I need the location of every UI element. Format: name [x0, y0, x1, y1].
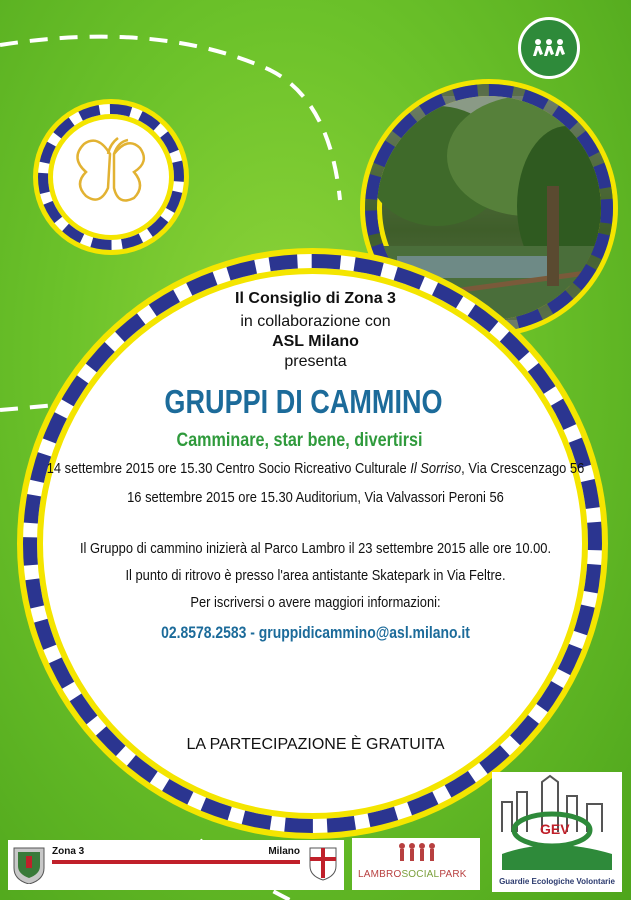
page-title: GRUPPI DI CAMMINO: [164, 383, 443, 420]
info-register: Per iscriversi o avere maggiori informazioni:: [190, 594, 441, 611]
free-participation-note: LA PARTECIPAZIONE È GRATUITA: [186, 736, 445, 753]
municipal-bar: [8, 840, 344, 890]
event-1-suffix: , Via Crescenzago 56: [461, 460, 585, 477]
lambro-social-park-logo: [352, 838, 480, 890]
gev-city-icon: [492, 772, 622, 876]
zona-3-crest-icon: [12, 844, 46, 884]
event-1-prefix: 14 settembre 2015 ore 15.30 Centro Socio Ricreativo Culturale: [46, 460, 411, 477]
butterfly-circle: [38, 104, 184, 250]
info-meeting-point: Il punto di ritrovo è presso l'area antistante Skatepark in Via Feltre.: [125, 567, 506, 584]
intro-collaborazione: in collaborazione con: [240, 313, 391, 330]
intro-consiglio: Il Consiglio di Zona 3: [235, 290, 396, 307]
contact-info: 02.8578.2583 - gruppidicammino@asl.milano.it: [161, 623, 470, 642]
walkers-icon: [531, 38, 569, 64]
milano-label: Milano: [268, 846, 300, 857]
gev-logo: [492, 772, 622, 892]
event-2: 16 settembre 2015 ore 15.30 Auditorium, Via Valvassori Peroni 56: [127, 489, 504, 506]
milano-crest-icon: [308, 844, 338, 882]
lambro-part-2: SOCIAL: [401, 869, 440, 880]
people-icon: [352, 838, 480, 868]
subtitle: Camminare, star bene, divertirsi: [176, 430, 423, 451]
lambro-part-1: LAMBRO: [358, 869, 402, 880]
gev-caption: Guardie Ecologiche Volontarie: [499, 877, 615, 886]
zona-3-label: Zona 3: [52, 846, 85, 857]
gev-letters: GEV: [540, 821, 570, 837]
lambro-part-3: PARK: [439, 869, 467, 880]
lambro-text: [358, 869, 467, 880]
event-1-venue: Il Sorriso: [410, 460, 462, 477]
info-start: Il Gruppo di cammino inizierà al Parco Lambro il 23 settembre 2015 alle ore 10.00.: [79, 540, 552, 557]
event-1: [44, 460, 587, 477]
gruppi-di-cammino-logo: [518, 17, 580, 79]
intro-asl: ASL Milano: [272, 333, 359, 350]
red-divider: [52, 860, 300, 864]
intro-presenta: presenta: [284, 353, 347, 370]
butterfly-icon: [48, 114, 174, 240]
